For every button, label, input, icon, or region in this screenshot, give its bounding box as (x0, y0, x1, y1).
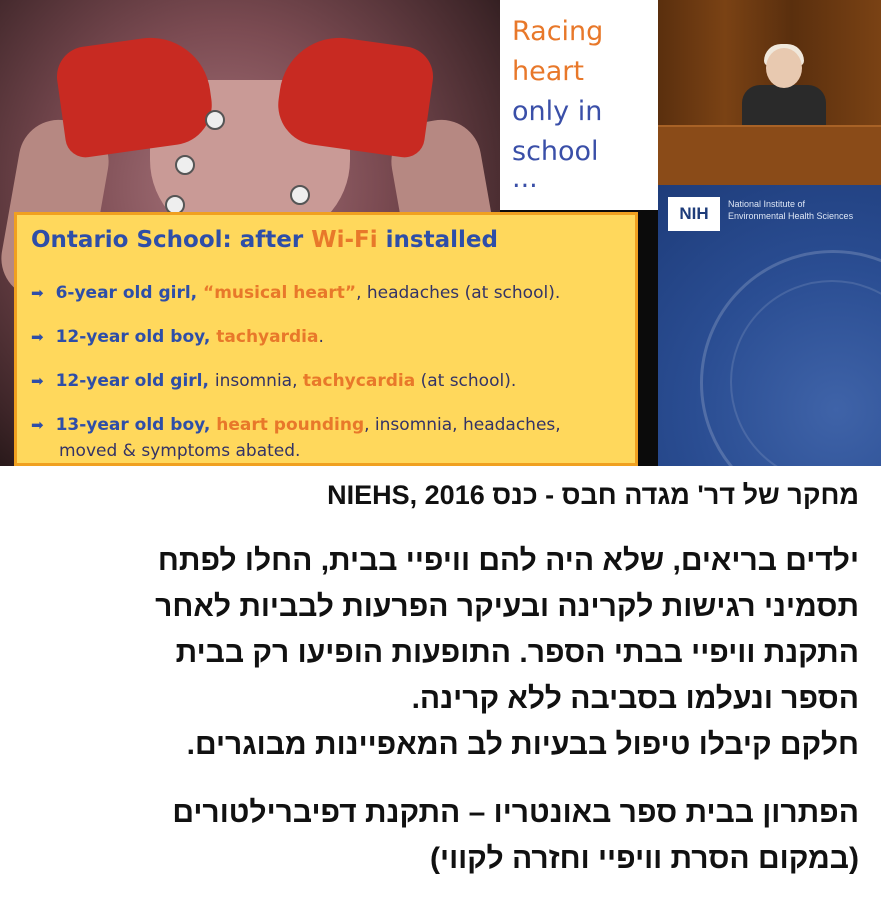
ontario-school-panel (14, 212, 638, 466)
racing-heart-note (500, 0, 658, 210)
bullet-item: ➡ 13-year old boy, heart pounding, insomnia, headaches, (31, 415, 561, 435)
arrow-icon: ➡ (31, 416, 44, 434)
arrow-icon: ➡ (31, 328, 44, 346)
electrode-icon (290, 185, 310, 205)
caption-line: ילדים בריאים, שלא היה להם וויפיי בבית, החלו לפתח (157, 544, 859, 577)
caption-line: תסמיני רגישות לקרינה ובעיקר הפרעות לבביות לאחר (155, 590, 859, 623)
racing-line-4: school (512, 136, 599, 167)
arrow-icon: ➡ (31, 284, 44, 302)
racing-line-1: Racing (512, 16, 604, 47)
racing-line-2: heart (512, 56, 584, 87)
podium (658, 125, 881, 187)
bullet-item: ➡ 12-year old boy, tachyardia. (31, 327, 324, 347)
caption-line: הפתרון בבית ספר באונטריו – התקנת דפיברילטורים (172, 796, 859, 829)
speaker-head (766, 48, 802, 88)
bullet-item-continuation: moved & symptoms abated. (59, 441, 301, 461)
caption-line: חלקם קיבלו טיפול בבעיות לב המאפיינות מבוגרים. (186, 728, 859, 761)
racing-line-5: ... (512, 163, 538, 194)
speaker-body (742, 85, 826, 130)
niehs-name: National Institute of Environmental Health Sciences (728, 199, 854, 221)
caption-line: התקנת וויפיי בבתי הספר. התופעות הופיעו רק בבית (175, 636, 859, 669)
electrode-icon (175, 155, 195, 175)
caption-line: הספר ונעלמו בסביבה ללא קרינה. (411, 682, 859, 715)
panel-title: Ontario School: after Wi-Fi installed (31, 227, 498, 253)
nih-logo: NIH (668, 197, 720, 231)
arrow-icon: ➡ (31, 372, 44, 390)
caption-heading: מחקר של דר' מגדה חבס - כנס NIEHS, 2016 (327, 480, 859, 510)
electrode-icon (205, 110, 225, 130)
caption-line: (במקום הסרת וויפיי וחזרה לקווי) (430, 842, 859, 875)
racing-line-3: only in (512, 96, 603, 127)
hebrew-caption (0, 466, 881, 904)
bullet-item: ➡ 12-year old girl, insomnia, tachycardia (at school). (31, 371, 517, 391)
bullet-item: ➡ 6-year old girl, “musical heart”, headaches (at school). (31, 283, 561, 303)
